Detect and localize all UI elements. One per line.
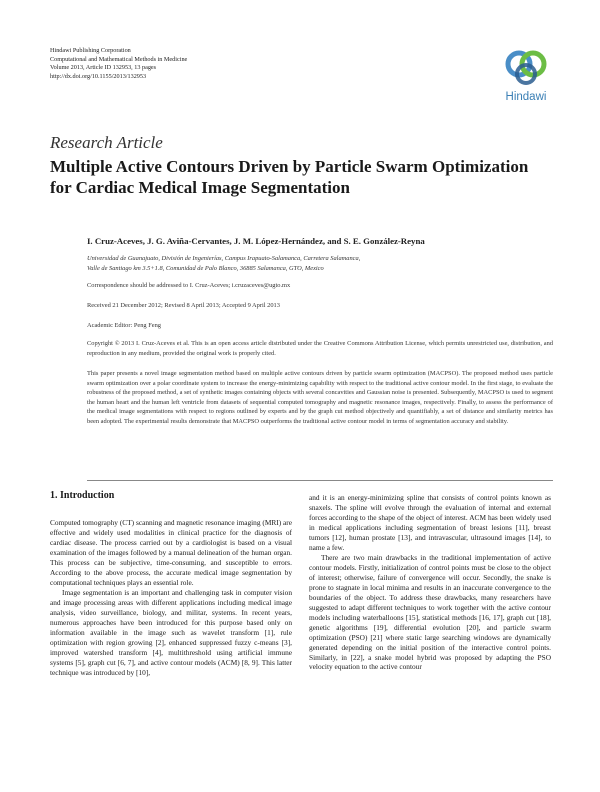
author-list: I. Cruz-Aceves, J. G. Aviña-Cervantes, J. M. López-Hernández, and S. E. González-Reyna (87, 236, 425, 246)
article-type: Research Article (50, 133, 163, 152)
paragraph: There are two main drawbacks in the traditional implementation of active contour models. Firstly, initialization of control points must be close to the object of interest; otherwise, failure of convergence will occur. Secondly, the snake is prone to stagnate in local minima and results in an inaccurate convergence to the boundaries of the object. To address these drawbacks, many researchers have suggested to adapt different techniques to work together with the active contour models including waterballoons [15], statistical methods [16, 17], graph cut [18], genetic algorithms [19], differential evolution [20], and particle swarm optimization (PSO) [21] where static large searching windows are dynamically generated depending on the initial position of the interactive control points. Similarly, in [22], a snake model hybrid was proposed by adapting the PSO velocity equation to the active contour (309, 552, 551, 672)
paragraph: Image segmentation is an important and challenging task in computer vision and image processing areas with different applications including medical image analysis, video surveillance, biology, and militar, systems. In recent years, numerous approaches have been introduced for this purpose based only on information available in the image such as wavelet transform [1], rule optimization with region growing [2], enhanced suppressed fuzzy c-means [3], improved watershed transform [4], multithreshold using artificial immune systems [5], graph cut [6, 7], and active contour models (ACM) [8, 9]. This latter technique was introduced by [10], (50, 587, 292, 677)
hindawi-logo (497, 46, 555, 106)
abstract: This paper presents a novel image segmentation method based on multiple active contours driven by particle swarm optimization (MACPSO). The proposed method uses particle swarm optimization over a polar coordinate system to increase the energy-minimizing capability with respect to the traditional active contour model. In the first stage, to evaluate the robustness of the proposed method, a set of synthetic images containing objects with several concavities and Gaussian noise is presented. Subsequently, MACPSO is used to segment the human heart and the human left ventricle from datasets of sequential computed tomography and magnetic resonance images, respectively. Finally, to assess the performance of the medical image segmentations with respect to regions outlined by experts and by the graph cut method objectively and quantifiably, a set of distance and similarity metrics has been adopted. The experimental results demonstrate that MACPSO outperforms the traditional active contour model in terms of segmentation accuracy and stability. (87, 370, 553, 425)
left-column (50, 518, 292, 678)
doi-link[interactable]: http://dx.doi.org/10.1155/2013/132953 (50, 72, 147, 80)
paper-title: Multiple Active Contours Driven by Particle Swarm Optimization for Cardiac Medical Image Segmentation (50, 157, 529, 197)
volume-info: Volume 2013, Article ID 132953, 13 pages (50, 64, 157, 72)
logo-wordmark: Hindawi (505, 91, 547, 103)
journal-name: Computational and Mathematical Methods in Medicine (50, 55, 188, 63)
publisher: Hindawi Publishing Corporation (50, 47, 131, 54)
hindawi-rings-icon (497, 46, 555, 90)
affiliation-line: Valle de Santiago km 3.5+1.8, Comunidad de Palo Blanco, 36885 Salamanca, GTO, Mexico (87, 264, 324, 272)
divider (87, 480, 553, 481)
academic-editor: Academic Editor: Peng Feng (87, 322, 162, 329)
paragraph: Computed tomography (CT) scanning and magnetic resonance imaging (MRI) are effective and widely used modalities in clinical practice for the diagnosis of cardiac disease. The process carried out by a cardiologist is based on a visual examination of the images followed by a manual delineation of the human organ. This process can be subjective, time-consuming, and susceptible to errors. According to the above process, the accurate medical image segmentation by computational techniques plays an essential role. (50, 518, 292, 587)
received-dates: Received 21 December 2012; Revised 8 April 2013; Accepted 9 April 2013 (87, 302, 280, 309)
section-heading: 1. Introduction (50, 490, 115, 501)
affiliation (87, 254, 360, 273)
journal-header (50, 47, 187, 81)
right-column (309, 493, 551, 672)
paragraph: and it is an energy-minimizing spline that consists of control points known as snaxels. The spline will evolve through the evaluation of internal and external forces according to the shape of the object of interest. ACM has been widely used in medical applications including segmentation of breast lesions [11], breast tumors [12], human prostate [13], and intravascular, ultrasound images [14], to name a few. (309, 493, 551, 552)
copyright-notice: Copyright © 2013 I. Cruz-Aceves et al. This is an open access article distributed under the Creative Commons Attribution License, which permits unrestricted use, distribution, and reproduction in any medium, provided the original work is properly cited. (87, 340, 553, 357)
correspondence: Correspondence should be addressed to I. Cruz-Aceves; i.cruzaceves@ugto.mx (87, 282, 291, 289)
affiliation-line: Universidad de Guanajuato, División de Ingenierías, Campus Irapuato-Salamanca, Carretera Salamanca, (87, 255, 361, 262)
